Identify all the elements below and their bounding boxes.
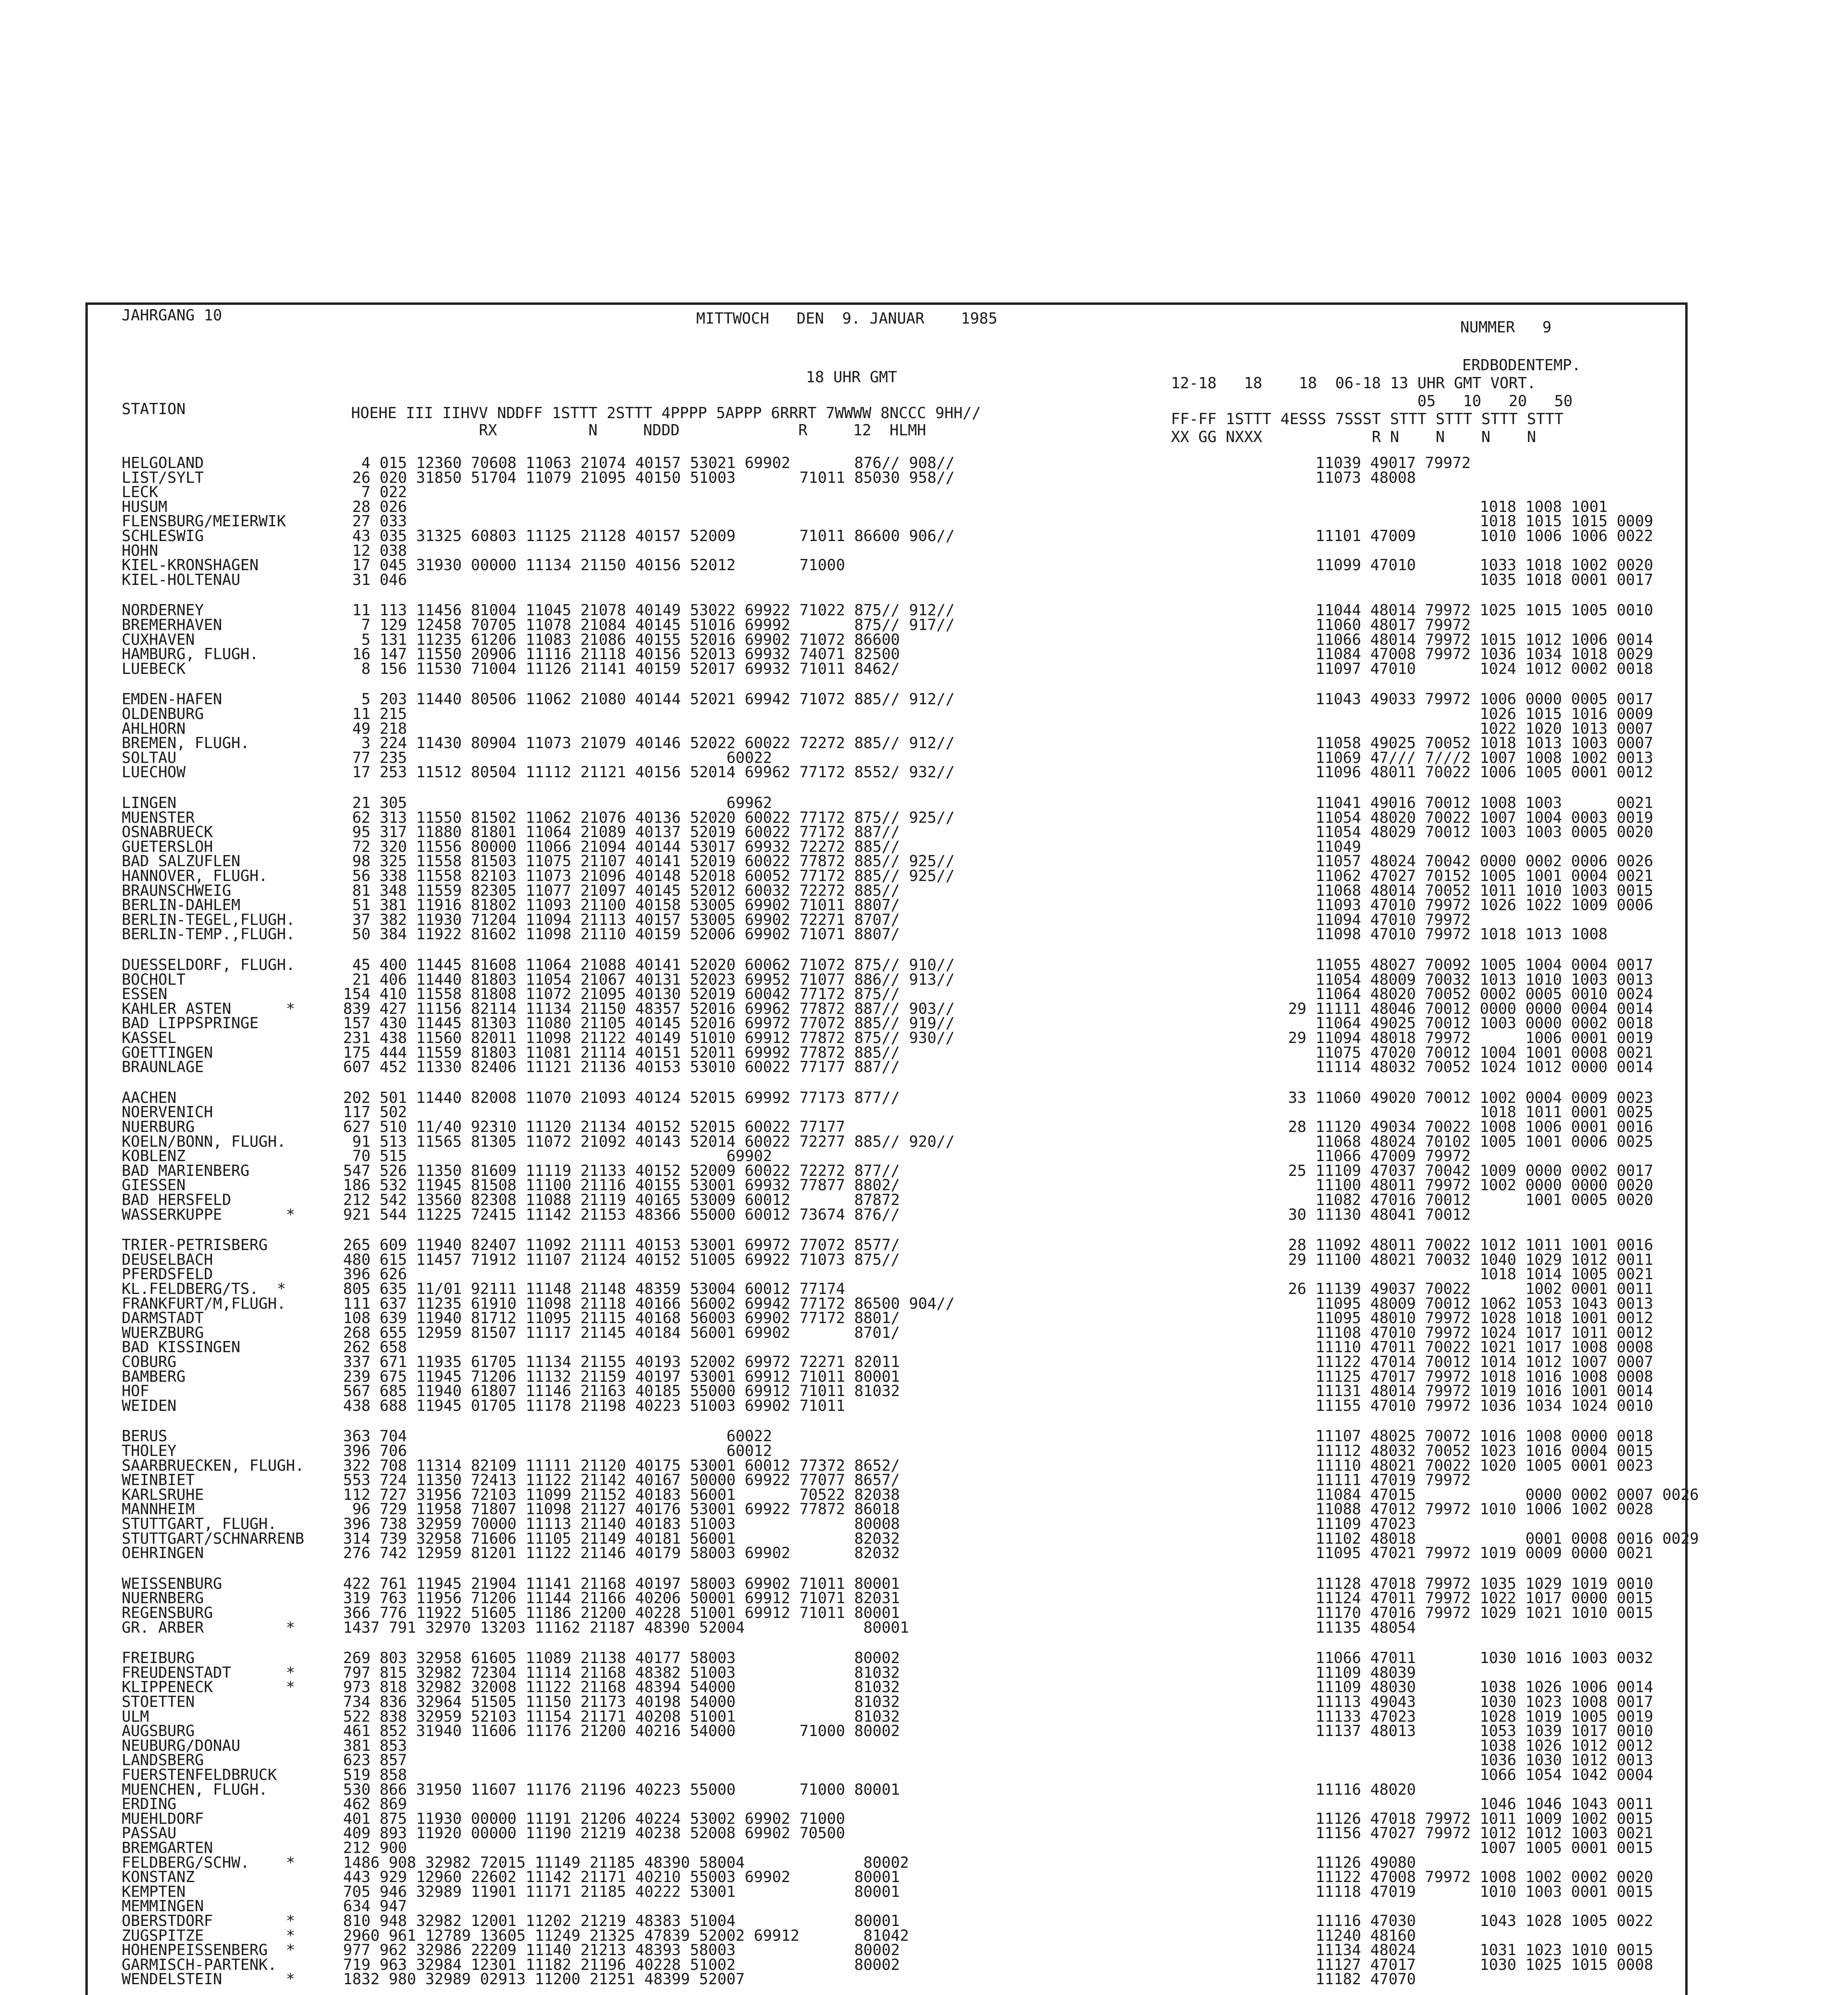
synop-values: 231 438 11560 82011 11098 21122 40149 51010 69912 77872 875// 930// (343, 1029, 955, 1047)
station-name: CUXHAVEN (122, 631, 195, 648)
station-name: LINGEN (122, 794, 177, 812)
soil-temperature-values: 29 11111 48046 70012 0000 0000 0004 0014 (1261, 1000, 1653, 1017)
synop-values: 202 501 11440 82008 11070 21093 40124 52015 69992 77173 877// (343, 1089, 900, 1106)
soil-temperature-values: 11108 47010 79972 1024 1017 1011 0012 (1261, 1324, 1653, 1341)
synop-values: 480 615 11457 71912 11107 21124 40152 51005 69922 71073 875// (343, 1251, 900, 1268)
synop-values: 547 526 11350 81609 11119 21133 40152 52009 60022 72272 877// (343, 1162, 900, 1179)
soil-temperature-values: 33 11060 49020 70012 1002 0004 0009 0023 (1261, 1089, 1653, 1106)
station-name: BRAUNLAGE (122, 1058, 204, 1076)
station-name: KLIPPENECK * (122, 1678, 295, 1696)
synop-values: 21 305 69962 (343, 794, 772, 812)
soil-temperature-values: 11100 48011 79972 1002 0000 0000 0020 (1261, 1176, 1653, 1194)
station-name: GIESSEN (122, 1176, 186, 1194)
synop-values: 265 609 11940 82407 11092 21111 40153 53001 69972 77072 8577/ (343, 1236, 900, 1254)
synop-values: 7 022 (343, 483, 407, 501)
station-name: SOLTAU (122, 749, 177, 766)
station-name: BREMEN, FLUGH. (122, 734, 250, 752)
synop-values: 62 313 11550 81502 11062 21076 40136 52020 60022 77172 875// 925// (343, 809, 955, 826)
soil-temperature-values: 11124 47011 79972 1022 1017 0000 0015 (1261, 1589, 1653, 1607)
synop-values: 8 156 11530 71004 11126 21141 40159 52017 69932 71011 8462/ (343, 660, 900, 678)
soil-temperature-values: 29 11094 48018 79972 1006 0001 0019 (1261, 1029, 1653, 1047)
soil-temperature-values: 11182 47070 (1261, 1970, 1416, 1988)
jahrgang-label: JAHRGANG 10 (122, 306, 222, 324)
synop-values: 269 803 32958 61605 11089 21138 40177 58003 80002 (343, 1649, 900, 1667)
synop-values: 154 410 11558 81808 11072 21095 40130 52019 60042 77172 875// (343, 985, 900, 1003)
synop-values: 409 893 11920 00000 11190 21219 40238 52008 69902 70500 (343, 1824, 845, 1842)
soil-temperature-values: 11126 47018 79972 1011 1009 1002 0015 (1261, 1810, 1653, 1827)
synop-values: 438 688 11945 01705 11178 21198 40223 51003 69902 71011 (343, 1397, 845, 1414)
station-name: FRANKFURT/M,FLUGH. (122, 1295, 286, 1312)
synop-values: 276 742 12959 81201 11122 21146 40179 58003 69902 82032 (343, 1544, 900, 1562)
station-name: STUTTGART, FLUGH. (122, 1515, 277, 1533)
station-name: NUERBURG (122, 1118, 195, 1136)
station-name: BAD MARIENBERG (122, 1162, 250, 1179)
synop-values: 186 532 11945 81508 11100 21116 40155 53001 69932 77877 8802/ (343, 1176, 900, 1194)
soil-temperature-values: 11068 48024 70102 1005 1001 0006 0025 (1261, 1133, 1653, 1150)
station-name: MUEHLDORF (122, 1810, 204, 1827)
soil-temperature-values: 11088 47012 79972 1010 1006 1002 0028 (1261, 1500, 1653, 1518)
issue-date: MITTWOCH DEN 9. JANUAR 1985 (696, 310, 997, 327)
soil-temperature-values: 11044 48014 79972 1025 1015 1005 0010 (1261, 601, 1653, 619)
soil-temperature-values: 11102 48018 0001 0008 0016 0029 (1261, 1530, 1699, 1547)
station-name: WEIDEN (122, 1397, 177, 1414)
soil-temperature-values: 11116 48020 (1261, 1781, 1416, 1798)
station-name: KL.FELDBERG/TS. * (122, 1280, 286, 1298)
station-name: FUERSTENFELDBRUCK (122, 1766, 277, 1784)
soil-temperature-values: 1022 1020 1013 0007 (1261, 720, 1653, 737)
synop-values: 239 675 11945 71206 11132 21159 40197 53001 69912 71011 80001 (343, 1368, 900, 1385)
synop-values: 28 026 (343, 498, 407, 516)
synop-values: 422 761 11945 21904 11141 21168 40197 58003 69902 71011 80001 (343, 1575, 900, 1592)
synop-values: 522 838 32959 52103 11154 21171 40208 51001 81032 (343, 1708, 900, 1725)
station-name: KIEL-KRONSHAGEN (122, 556, 259, 574)
station-name: MUENCHEN, FLUGH. (122, 1781, 268, 1798)
station-name: AACHEN (122, 1089, 177, 1106)
station-name: AHLHORN (122, 720, 186, 737)
synop-values: 27 033 (343, 512, 407, 530)
soil-temperature-values: 11112 48032 70052 1023 1016 0004 0015 (1261, 1442, 1653, 1460)
soil-temperature-values: 11101 47009 1010 1006 1006 0022 (1261, 527, 1653, 545)
station-name: BOCHOLT (122, 971, 186, 988)
synop-values: 462 869 (343, 1795, 407, 1813)
synop-values: 70 515 69902 (343, 1147, 772, 1165)
synop-values: 396 626 (343, 1265, 407, 1283)
station-name: KEMPTEN (122, 1883, 186, 1900)
station-name: ERDING (122, 1795, 177, 1813)
soil-temperature-values: 11109 48039 (1261, 1664, 1416, 1681)
soil-temperature-values: 11062 47027 70152 1005 1001 0004 0021 (1261, 867, 1653, 885)
station-name: OLDENBURG (122, 705, 204, 723)
station-name: HANNOVER, FLUGH. (122, 867, 268, 885)
soil-temperature-values: 11131 48014 79972 1019 1016 1001 0014 (1261, 1382, 1653, 1400)
synop-values: 95 317 11880 81801 11064 21089 40137 52019 60022 77172 887// (343, 823, 900, 841)
synop-values: 117 502 (343, 1103, 407, 1121)
station-name: GR. ARBER * (122, 1619, 295, 1636)
synop-values: 366 776 11922 51605 11186 21200 40228 51001 69912 71011 80001 (343, 1604, 900, 1622)
station-name: BAD LIPPSPRINGE (122, 1014, 259, 1032)
synop-values: 567 685 11940 61807 11146 21163 40185 55000 69912 71011 81032 (343, 1382, 900, 1400)
column-codes-line-2: RX N NDDD R 12 HLMH (351, 421, 926, 439)
soil-temperature-values: 11054 48020 70022 1007 1004 0003 0019 (1261, 809, 1653, 826)
station-name: HUSUM (122, 498, 168, 516)
synop-values: 973 818 32982 32008 11122 21168 48394 54000 81032 (343, 1678, 900, 1696)
soil-temperature-values: 11093 47010 79972 1026 1022 1009 0006 (1261, 896, 1653, 914)
synop-values: 381 853 (343, 1737, 407, 1754)
soil-temperature-values: 11240 48160 (1261, 1927, 1416, 1944)
synop-values: 11 113 11456 81004 11045 21078 40149 53022 69922 71022 875// 912// (343, 601, 955, 619)
station-name: DEUSELBACH (122, 1251, 213, 1268)
synop-values: 11 215 (343, 705, 407, 723)
station-name: ZUGSPITZE * (122, 1927, 295, 1944)
synop-values: 1437 791 32970 13203 11162 21187 48390 52004 80001 (343, 1619, 909, 1636)
station-name: HOF (122, 1382, 149, 1400)
soil-temperature-values: 11118 47019 1010 1003 0001 0015 (1261, 1883, 1653, 1900)
synop-values: 337 671 11935 61705 11134 21155 40193 52002 69972 72271 82011 (343, 1353, 900, 1371)
synop-values: 705 946 32989 11901 11171 21185 40222 53001 80001 (343, 1883, 900, 1900)
soil-temperature-values: 11066 47009 79972 (1261, 1147, 1471, 1165)
soil-temperature-values: 11054 48009 70032 1013 1010 1003 0013 (1261, 971, 1653, 988)
synop-values: 17 253 11512 80504 11112 21121 40156 52014 69962 77172 8552/ 932// (343, 763, 955, 781)
synop-values: 314 739 32958 71606 11105 21149 40181 56001 82032 (343, 1530, 900, 1547)
station-name: OSNABRUECK (122, 823, 213, 841)
station-name: HELGOLAND (122, 454, 204, 472)
synop-values: 1832 980 32989 02913 11200 21251 48399 52007 (343, 1970, 745, 1988)
station-name: FLENSBURG/MEIERWIK (122, 512, 286, 530)
station-name: SAARBRUECKEN, FLUGH. (122, 1457, 304, 1474)
synop-values: 26 020 31850 51704 11079 21095 40150 51003 71011 85030 958// (343, 469, 955, 486)
soil-temperature-values: 11043 49033 79972 1006 0000 0005 0017 (1261, 690, 1653, 708)
station-name: BRAUNSCHWEIG (122, 882, 231, 899)
station-name: KASSEL (122, 1029, 177, 1047)
soil-temperature-values: 11099 47010 1033 1018 1002 0020 (1261, 556, 1653, 574)
soil-temperature-values: 11082 47016 70012 1001 0005 0020 (1261, 1191, 1653, 1209)
soil-temperature-values: 11110 48021 70022 1020 1005 0001 0023 (1261, 1457, 1653, 1474)
soil-temperature-values: 11113 49043 1030 1023 1008 0017 (1261, 1693, 1653, 1711)
soil-temperature-values: 11170 47016 79972 1029 1021 1010 0015 (1261, 1604, 1653, 1622)
soil-temperature-values: 11128 47018 79972 1035 1029 1019 0010 (1261, 1575, 1653, 1592)
soil-temperature-values: 11060 48017 79972 (1261, 616, 1471, 634)
station-name: FREIBURG (122, 1649, 195, 1667)
synop-values: 77 235 60022 (343, 749, 772, 766)
synop-values: 56 338 11558 82103 11073 21096 40148 52018 60052 77172 885// 925// (343, 867, 955, 885)
synop-values: 461 852 31940 11606 11176 21200 40216 54000 71000 80002 (343, 1722, 900, 1740)
synop-values: 3 224 11430 80904 11073 21079 40146 52022 60022 72272 885// 912// (343, 734, 955, 752)
station-name: EMDEN-HAFEN (122, 690, 222, 708)
soil-temperature-values: 11068 48014 70052 1011 1010 1003 0015 (1261, 882, 1653, 899)
soil-temperature-values: 11155 47010 79972 1036 1034 1024 0010 (1261, 1397, 1653, 1414)
synop-values: 12 038 (343, 542, 407, 559)
soil-temperature-values: 1018 1015 1015 0009 (1261, 512, 1653, 530)
soil-temperature-values: 11095 48009 70012 1062 1053 1043 0013 (1261, 1295, 1653, 1312)
station-name: HOHN (122, 542, 158, 559)
station-name: KAHLER ASTEN * (122, 1000, 295, 1017)
synop-values: 21 406 11440 81803 11054 21067 40131 52023 69952 71077 886// 913// (343, 971, 955, 988)
soil-temperature-values: 11095 48010 79972 1028 1018 1001 0012 (1261, 1309, 1653, 1327)
station-name: NEUBURG/DONAU (122, 1737, 241, 1754)
soil-temperature-values: 25 11109 47037 70042 1009 0000 0002 0017 (1261, 1162, 1653, 1179)
station-name: ESSEN (122, 985, 168, 1003)
synop-values: 212 542 13560 82308 11088 21119 40165 53009 60012 87872 (343, 1191, 900, 1209)
synop-values: 921 544 11225 72415 11142 21153 48366 55000 60012 73674 876// (343, 1206, 900, 1223)
synop-values: 98 325 11558 81503 11075 21107 40141 52019 60022 77872 885// 925// (343, 852, 955, 870)
station-name: BAD SALZUFLEN (122, 852, 241, 870)
right-head-1: ERDBODENTEMP. (1462, 356, 1581, 374)
station-name: ULM (122, 1708, 149, 1725)
soil-temperature-values: 11064 49025 70012 1003 0000 0002 0018 (1261, 1014, 1653, 1032)
soil-temperature-values: 11156 47027 79972 1012 1012 1003 0021 (1261, 1824, 1653, 1842)
station-name: KARLSRUHE (122, 1486, 204, 1503)
synop-values: 719 963 32984 12301 11182 21196 40228 51002 80002 (343, 1956, 900, 1973)
station-name: WENDELSTEIN * (122, 1970, 295, 1988)
synop-values: 363 704 60022 (343, 1427, 772, 1445)
soil-temperature-values: 11097 47010 1024 1012 0002 0018 (1261, 660, 1653, 678)
soil-temperature-values: 30 11130 48041 70012 (1261, 1206, 1471, 1223)
station-name: WEINBIET (122, 1471, 195, 1489)
soil-temperature-values: 11066 48014 79972 1015 1012 1006 0014 (1261, 631, 1653, 648)
synop-values: 322 708 11314 82109 11111 21120 40175 53001 60012 77372 8652/ (343, 1457, 900, 1474)
synop-values: 519 858 (343, 1766, 407, 1784)
station-name: OEHRINGEN (122, 1544, 204, 1562)
synop-values: 553 724 11350 72413 11122 21142 40167 50000 69922 77077 8657/ (343, 1471, 900, 1489)
soil-temperature-values: 1046 1046 1043 0011 (1261, 1795, 1653, 1813)
synop-values: 623 857 (343, 1751, 407, 1769)
soil-temperature-values: 1066 1054 1042 0004 (1261, 1766, 1653, 1784)
synop-values: 37 382 11930 71204 11094 21113 40157 53005 69902 72271 8707/ (343, 911, 900, 928)
station-name: AUGSBURG (122, 1722, 195, 1740)
synop-values: 81 348 11559 82305 11077 21097 40145 52012 60032 72272 885// (343, 882, 900, 899)
synop-values: 111 637 11235 61910 11098 21118 40166 56002 69942 77172 86500 904// (343, 1295, 955, 1312)
station-name: MUENSTER (122, 809, 195, 826)
soil-temperature-values: 11126 49080 (1261, 1854, 1416, 1871)
station-name: COBURG (122, 1353, 177, 1371)
station-name: KONSTANZ (122, 1868, 195, 1886)
station-name: SCHLESWIG (122, 527, 204, 545)
synop-values: 45 400 11445 81608 11064 21088 40141 52020 60062 71072 875// 910// (343, 956, 955, 974)
station-name: NOERVENICH (122, 1103, 213, 1121)
station-name: STOETTEN (122, 1693, 195, 1711)
soil-temperature-values: 26 11139 49037 70022 1002 0001 0011 (1261, 1280, 1653, 1298)
synop-values: 175 444 11559 81803 11081 21114 40151 52011 69992 77872 885// (343, 1044, 900, 1061)
synop-values: 839 427 11156 82114 11134 21150 48357 52016 69962 77872 887// 903// (343, 1000, 955, 1017)
synop-values: 396 706 60012 (343, 1442, 772, 1460)
soil-temperature-values: 11109 47023 (1261, 1515, 1416, 1533)
station-name: WEISSENBURG (122, 1575, 222, 1592)
station-name: WUERZBURG (122, 1324, 204, 1341)
synop-values: 96 729 11958 71807 11098 21127 40176 53001 69922 77872 86018 (343, 1500, 900, 1518)
soil-temperature-values: 11066 47011 1030 1016 1003 0032 (1261, 1649, 1653, 1667)
station-name: KIEL-HOLTENAU (122, 571, 241, 589)
synop-values: 91 513 11565 81305 11072 21092 40143 52014 60022 72277 885// 920// (343, 1133, 955, 1150)
synop-values: 262 658 (343, 1338, 407, 1356)
synop-values: 607 452 11330 82406 11121 21136 40153 53010 60022 77177 887// (343, 1058, 900, 1076)
synop-values: 734 836 32964 51505 11150 21173 40198 54000 81032 (343, 1693, 900, 1711)
soil-temperature-values: 11116 47030 1043 1028 1005 0022 (1261, 1912, 1653, 1930)
station-name: BAD KISSINGEN (122, 1338, 241, 1356)
soil-temperature-values: 11069 47/// 7///2 1007 1008 1002 0013 (1261, 749, 1653, 766)
synop-values: 49 218 (343, 720, 407, 737)
station-name: TRIER-PETRISBERG (122, 1236, 268, 1254)
soil-temperature-values: 29 11100 48021 70032 1040 1029 1012 0011 (1261, 1251, 1653, 1268)
station-name: MEMMINGEN (122, 1897, 204, 1915)
right-head-2: 12-18 18 18 06-18 13 UHR GMT VORT. (1171, 374, 1536, 392)
synop-values: 805 635 11/01 92111 11148 21148 48359 53004 60012 77174 (343, 1280, 845, 1298)
synop-values: 43 035 31325 60803 11125 21128 40157 52009 71011 86600 906// (343, 527, 955, 545)
station-name: HOHENPEISSENBERG * (122, 1941, 295, 1959)
synop-values: 977 962 32986 22209 11140 21213 48393 58003 80002 (343, 1941, 900, 1959)
right-head-4: FF-FF 1STTT 4ESSS 7SSST STTT STTT STTT STTT (1171, 410, 1564, 428)
soil-temperature-values: 11064 48020 70052 0002 0005 0010 0024 (1261, 985, 1653, 1003)
soil-temperature-values: 11049 (1261, 838, 1361, 855)
soil-temperature-values: 11125 47017 79972 1018 1016 1008 0008 (1261, 1368, 1653, 1385)
station-name: BERLIN-TEMP.,FLUGH. (122, 925, 295, 943)
synop-values: 634 947 (343, 1897, 407, 1915)
synop-values: 51 381 11916 81802 11093 21100 40158 53005 69902 71011 8807/ (343, 896, 900, 914)
issue-number: NUMMER 9 (1460, 318, 1552, 336)
synop-values: 5 131 11235 61206 11083 21086 40155 52016 69902 71072 86600 (343, 631, 900, 648)
synop-values: 112 727 31956 72103 11099 21152 40183 56001 70522 82038 (343, 1486, 900, 1503)
soil-temperature-values: 28 11092 48011 70022 1012 1011 1001 0016 (1261, 1236, 1653, 1254)
station-name: FREUDENSTADT * (122, 1664, 295, 1681)
synop-values: 1486 908 32982 72015 11149 21185 48390 58004 80002 (343, 1854, 909, 1871)
station-name: LUEBECK (122, 660, 186, 678)
station-column-header: STATION (122, 400, 186, 418)
soil-temperature-values: 11111 47019 79972 (1261, 1471, 1471, 1489)
synop-values: 17 045 31930 00000 11134 21150 40156 52012 71000 (343, 556, 845, 574)
synop-values: 627 510 11/40 92310 11120 21134 40152 52015 60022 77177 (343, 1118, 845, 1136)
soil-temperature-values: 1018 1014 1005 0021 (1261, 1265, 1653, 1283)
synop-values: 7 129 12458 70705 11078 21084 40145 51016 69992 875// 917// (343, 616, 955, 634)
right-head-3: 05 10 20 50 (1171, 392, 1573, 410)
soil-temperature-values: 11058 49025 70052 1018 1013 1003 0007 (1261, 734, 1653, 752)
soil-temperature-values: 11127 47017 1030 1025 1015 0008 (1261, 1956, 1653, 1973)
station-name: LUECHOW (122, 763, 186, 781)
station-name: OBERSTDORF * (122, 1912, 295, 1930)
synop-values: 530 866 31950 11607 11176 21196 40223 55000 71000 80001 (343, 1781, 900, 1798)
synop-values: 5 203 11440 80506 11062 21080 40144 52021 69942 71072 885// 912// (343, 690, 955, 708)
station-name: BAMBERG (122, 1368, 186, 1385)
synop-values: 16 147 11550 20906 11116 21118 40156 52013 69932 74071 82500 (343, 645, 900, 663)
station-name: STUTTGART/SCHNARRENB (122, 1530, 304, 1547)
station-name: BERUS (122, 1427, 168, 1445)
column-codes-line-1: HOEHE III IIHVV NDDFF 1STTT 2STTT 4PPPP 5APPP 6RRRT 7WWWW 8NCCC 9HH// (351, 404, 981, 422)
soil-temperature-values: 11094 47010 79972 (1261, 911, 1471, 928)
station-name: NUERNBERG (122, 1589, 204, 1607)
soil-temperature-values: 11096 48011 70022 1006 1005 0001 0012 (1261, 763, 1653, 781)
station-name: REGENSBURG (122, 1604, 213, 1622)
soil-temperature-values: 11122 47014 70012 1014 1012 1007 0007 (1261, 1353, 1653, 1371)
soil-temperature-values: 1026 1015 1016 0009 (1261, 705, 1653, 723)
synop-values: 319 763 11956 71206 11144 21166 40206 50001 69912 71071 82031 (343, 1589, 900, 1607)
station-name: DUESSELDORF, FLUGH. (122, 956, 295, 974)
soil-temperature-values: 1038 1026 1012 0012 (1261, 1737, 1653, 1754)
soil-temperature-values: 11135 48054 (1261, 1619, 1416, 1636)
synop-values: 401 875 11930 00000 11191 21206 40224 53002 69902 71000 (343, 1810, 845, 1827)
station-name: GARMISCH-PARTENK. (122, 1956, 277, 1973)
soil-temperature-values: 11084 47008 79972 1036 1034 1018 0029 (1261, 645, 1653, 663)
soil-temperature-values: 11057 48024 70042 0000 0002 0006 0026 (1261, 852, 1653, 870)
soil-temperature-values: 11055 48027 70092 1005 1004 0004 0017 (1261, 956, 1653, 974)
station-name: DARMSTADT (122, 1309, 204, 1327)
station-name: KOBLENZ (122, 1147, 186, 1165)
soil-temperature-values: 11137 48013 1053 1039 1017 0010 (1261, 1722, 1653, 1740)
station-name: BREMERHAVEN (122, 616, 222, 634)
station-name: FELDBERG/SCHW. * (122, 1854, 295, 1871)
right-head-5: XX GG NXXX R N N N N (1171, 428, 1536, 446)
soil-temperature-values: 11133 47023 1028 1019 1005 0019 (1261, 1708, 1653, 1725)
station-name: GOETTINGEN (122, 1044, 213, 1061)
station-name: KOELN/BONN, FLUGH. (122, 1133, 286, 1150)
soil-temperature-values: 11122 47008 79972 1008 1002 0002 0020 (1261, 1868, 1653, 1886)
station-name: NORDERNEY (122, 601, 204, 619)
synop-values: 72 320 11556 80000 11066 21094 40144 53017 69932 72272 885// (343, 838, 900, 855)
station-name: BERLIN-DAHLEM (122, 896, 241, 914)
station-name: GUETERSLOH (122, 838, 213, 855)
synop-values: 810 948 32982 12001 11202 21219 48383 51004 80001 (343, 1912, 900, 1930)
synop-values: 212 900 (343, 1839, 407, 1857)
soil-temperature-values: 1035 1018 0001 0017 (1261, 571, 1653, 589)
station-name: LIST/SYLT (122, 469, 204, 486)
synop-values: 443 929 12960 22602 11142 21171 40210 55003 69902 80001 (343, 1868, 900, 1886)
station-name: LECK (122, 483, 158, 501)
synop-values: 108 639 11940 81712 11095 21115 40168 56003 69902 77172 8801/ (343, 1309, 900, 1327)
soil-temperature-values: 11109 48030 1038 1026 1006 0014 (1261, 1678, 1653, 1696)
synop-values: 268 655 12959 81507 11117 21145 40184 56001 69902 8701/ (343, 1324, 900, 1341)
soil-temperature-values: 28 11120 49034 70022 1008 1006 0001 0016 (1261, 1118, 1653, 1136)
synop-values: 31 046 (343, 571, 407, 589)
soil-temperature-values: 11084 47015 0000 0002 0007 0026 (1261, 1486, 1699, 1503)
synop-values: 396 738 32959 70000 11113 21140 40183 51003 80008 (343, 1515, 900, 1533)
soil-temperature-values: 11110 47011 70022 1021 1017 1008 0008 (1261, 1338, 1653, 1356)
soil-temperature-values: 11114 48032 70052 1024 1012 0000 0014 (1261, 1058, 1653, 1076)
time-title: 18 UHR GMT (806, 368, 897, 386)
station-name: BREMGARTEN (122, 1839, 213, 1857)
soil-temperature-values: 1036 1030 1012 0013 (1261, 1751, 1653, 1769)
station-name: HAMBURG, FLUGH. (122, 645, 259, 663)
soil-temperature-values: 11098 47010 79972 1018 1013 1008 (1261, 925, 1608, 943)
soil-temperature-values: 11039 49017 79972 (1261, 454, 1471, 472)
station-name: PASSAU (122, 1824, 177, 1842)
station-name: THOLEY (122, 1442, 177, 1460)
station-name: MANNHEIM (122, 1500, 195, 1518)
soil-temperature-values: 1018 1011 0001 0025 (1261, 1103, 1653, 1121)
soil-temperature-values: 1007 1005 0001 0015 (1261, 1839, 1653, 1857)
synop-values: 4 015 12360 70608 11063 21074 40157 53021 69902 876// 908// (343, 454, 955, 472)
soil-temperature-values: 11107 48025 70072 1016 1008 0000 0018 (1261, 1427, 1653, 1445)
soil-temperature-values: 11134 48024 1031 1023 1010 0015 (1261, 1941, 1653, 1959)
soil-temperature-values: 11095 47021 79972 1019 0009 0000 0021 (1261, 1544, 1653, 1562)
station-name: LANDSBERG (122, 1751, 204, 1769)
soil-temperature-values: 11054 48029 70012 1003 1003 0005 0020 (1261, 823, 1653, 841)
station-name: WASSERKUPPE * (122, 1206, 295, 1223)
synop-values: 157 430 11445 81303 11080 21105 40145 52016 69972 77072 885// 919// (343, 1014, 955, 1032)
soil-temperature-values: 11075 47020 70012 1004 1001 0008 0021 (1261, 1044, 1653, 1061)
synop-values: 50 384 11922 81602 11098 21110 40159 52006 69902 71071 8807/ (343, 925, 900, 943)
soil-temperature-values: 11073 48008 (1261, 469, 1416, 486)
synop-values: 2960 961 12789 13605 11249 21325 47839 52002 69912 81042 (343, 1927, 909, 1944)
station-name: BAD HERSFELD (122, 1191, 231, 1209)
soil-temperature-values: 1018 1008 1001 (1261, 498, 1608, 516)
soil-temperature-values: 11041 49016 70012 1008 1003 0021 (1261, 794, 1653, 812)
station-name: PFERDSFELD (122, 1265, 213, 1283)
station-name: BERLIN-TEGEL,FLUGH. (122, 911, 295, 928)
synop-values: 797 815 32982 72304 11114 21168 48382 51003 81032 (343, 1664, 900, 1681)
